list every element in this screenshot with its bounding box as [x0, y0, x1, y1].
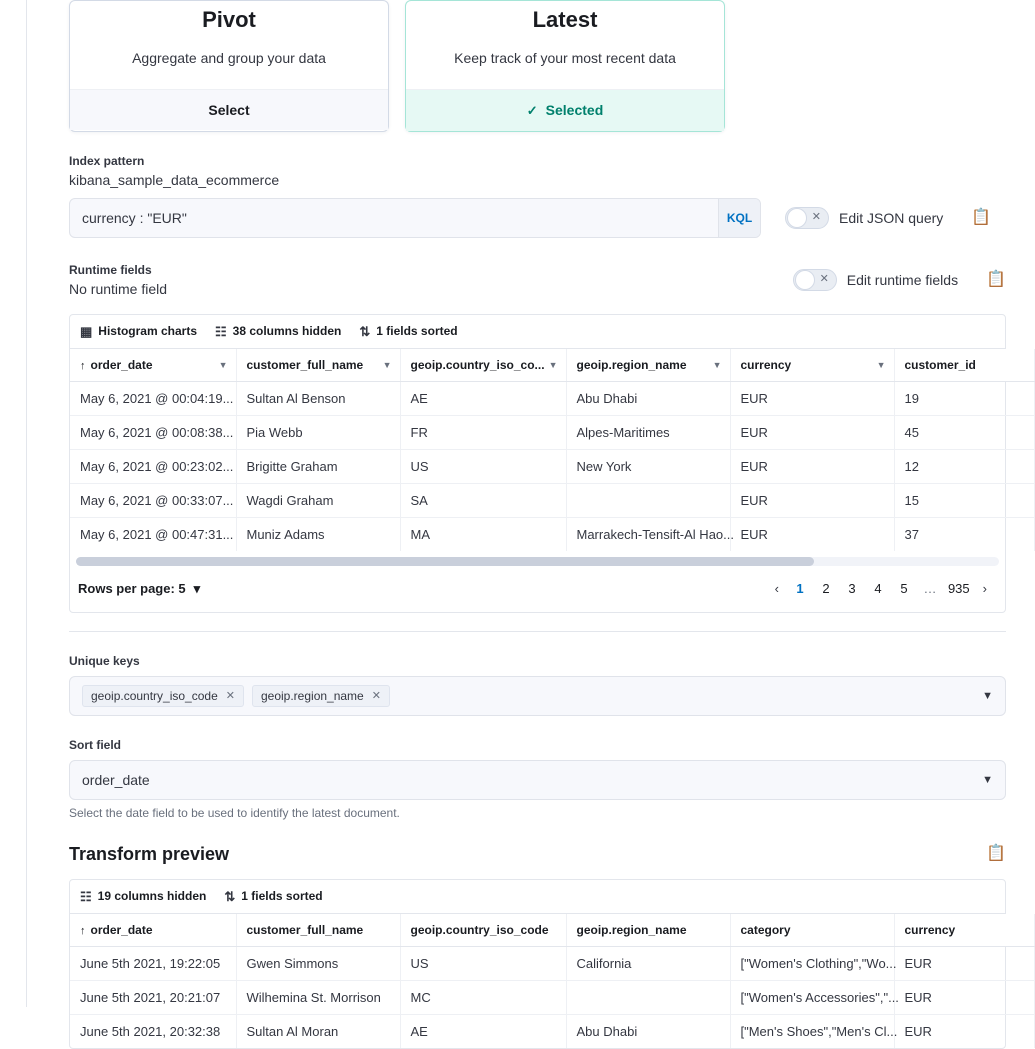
- edit-json-query-switch[interactable]: [785, 207, 829, 229]
- preview-col-geoip-country-iso-code-label: geoip.country_iso_code: [410, 922, 549, 937]
- sort-field-help-text: Select the date field to be used to identify the latest document.: [69, 805, 400, 820]
- card-latest-body: [406, 1, 724, 89]
- page-button-5[interactable]: 5: [900, 581, 908, 597]
- cell: EUR: [730, 483, 894, 517]
- index-pattern-value: kibana_sample_data_ecommerce: [69, 171, 280, 188]
- fields-sorted-button[interactable]: [359, 324, 457, 338]
- table-row: [70, 1014, 1034, 1048]
- table-row: [70, 483, 1034, 517]
- sort-field-select[interactable]: [69, 760, 1006, 800]
- transform-preview-header: [69, 844, 1006, 865]
- cell: MA: [400, 517, 566, 551]
- page-button-last[interactable]: 935: [947, 581, 970, 597]
- switch-knob: [787, 208, 807, 228]
- cell: Wilhemina St. Morrison: [236, 980, 400, 1014]
- table-row: [70, 517, 1034, 551]
- close-icon[interactable]: ✕: [225, 690, 235, 703]
- pagination: [767, 576, 995, 602]
- page-button-3[interactable]: 3: [848, 581, 856, 597]
- preview-col-geoip-region-name[interactable]: [566, 914, 730, 947]
- sort-asc-icon: ↑: [80, 359, 86, 372]
- cell: EUR: [894, 1014, 1034, 1048]
- transform-type-cards: [69, 0, 1006, 132]
- source-grid-footer: [70, 566, 1005, 612]
- rows-per-page-label: Rows per page: 5: [78, 581, 186, 597]
- table-row: [70, 449, 1034, 483]
- edit-runtime-fields-toggle-wrap: [793, 260, 1006, 300]
- cell: Brigitte Graham: [236, 449, 400, 483]
- preview-fields-sorted-button[interactable]: [224, 889, 322, 903]
- cell: 12: [894, 449, 1034, 483]
- preview-col-geoip-region-name-label: geoip.region_name: [576, 922, 687, 937]
- cell: Marrakech-Tensift-Al Hao...: [566, 517, 730, 551]
- cell: Gwen Simmons: [236, 946, 400, 980]
- cell: AE: [400, 381, 566, 415]
- preview-col-order-date-label: order_date: [90, 922, 153, 937]
- source-col-geoip-country-iso-code-label: geoip.country_iso_co...: [410, 357, 545, 372]
- card-pivot-description: Aggregate and group your data: [132, 50, 326, 66]
- chevron-down-icon: ▾: [193, 580, 201, 596]
- cell: EUR: [730, 415, 894, 449]
- preview-col-customer-full-name-label: customer_full_name: [246, 922, 364, 937]
- chevron-down-icon[interactable]: ▼: [982, 689, 993, 702]
- cell: Muniz Adams: [236, 517, 400, 551]
- cell: June 5th 2021, 20:21:07: [70, 980, 236, 1014]
- source-col-order-date[interactable]: [70, 349, 236, 382]
- cell: California: [566, 946, 730, 980]
- query-input-value: currency : "EUR": [82, 209, 187, 226]
- cell: SA: [400, 483, 566, 517]
- preview-columns-hidden-button[interactable]: [80, 889, 206, 903]
- unique-key-pill-region-name[interactable]: [252, 685, 390, 707]
- cell: May 6, 2021 @ 00:23:02...: [70, 449, 236, 483]
- transform-preview-grid: [69, 879, 1006, 1049]
- preview-col-currency[interactable]: [894, 914, 1034, 947]
- preview-grid-toolbar: [70, 880, 1005, 914]
- preview-col-order-date[interactable]: [70, 914, 236, 947]
- cell: Sultan Al Benson: [236, 381, 400, 415]
- rows-per-page-button[interactable]: [78, 581, 200, 597]
- preview-col-category[interactable]: [730, 914, 894, 947]
- columns-hidden-label: 38 columns hidden: [232, 324, 342, 339]
- source-col-customer-id[interactable]: [894, 349, 1034, 382]
- card-pivot-title: Pivot: [202, 7, 256, 32]
- card-pivot-body: [70, 1, 388, 89]
- unique-keys-label: Unique keys: [69, 653, 140, 668]
- chevron-down-icon[interactable]: ▼: [548, 359, 558, 370]
- source-col-geoip-region-name[interactable]: [566, 349, 730, 382]
- cell: May 6, 2021 @ 00:33:07...: [70, 483, 236, 517]
- source-col-geoip-country-iso-code[interactable]: [400, 349, 566, 382]
- cell: Alpes-Maritimes: [566, 415, 730, 449]
- histogram-charts-label: Histogram charts: [98, 324, 197, 339]
- query-row: [69, 198, 1006, 238]
- runtime-fields-left: [69, 263, 167, 297]
- cell: FR: [400, 415, 566, 449]
- runtime-fields-label: Runtime fields: [69, 262, 152, 277]
- sort-asc-icon: ↑: [80, 924, 86, 937]
- index-pattern-section: [69, 154, 1006, 188]
- sort-field-value: order_date: [82, 771, 150, 788]
- close-icon: ✕: [811, 211, 821, 224]
- preview-col-geoip-country-iso-code[interactable]: [400, 914, 566, 947]
- chevron-down-icon[interactable]: ▼: [218, 359, 228, 370]
- left-rail-divider: [26, 0, 27, 1007]
- source-col-currency-label: currency: [740, 357, 792, 372]
- pill-label: geoip.country_iso_code: [91, 688, 218, 703]
- cell: Abu Dhabi: [566, 381, 730, 415]
- preview-col-category-label: category: [740, 922, 791, 937]
- card-latest-action-label: Selected: [545, 101, 604, 118]
- runtime-fields-value: No runtime field: [69, 280, 168, 297]
- wizard-content: [69, 0, 1006, 1049]
- columns-icon: ☷: [215, 323, 227, 339]
- chevron-down-icon[interactable]: ▼: [712, 359, 722, 370]
- cell: 19: [894, 381, 1034, 415]
- chevron-down-icon[interactable]: ▼: [382, 359, 392, 370]
- check-icon: ✓: [526, 102, 538, 118]
- card-latest-description: Keep track of your most recent data: [454, 50, 676, 66]
- columns-icon: ☷: [80, 888, 92, 904]
- cell: Wagdi Graham: [236, 483, 400, 517]
- cell: EUR: [894, 946, 1034, 980]
- page-button-4[interactable]: 4: [874, 581, 882, 597]
- unique-key-pill-country-iso-code[interactable]: [82, 685, 244, 707]
- source-col-order-date-label: order_date: [90, 357, 153, 372]
- pill-label: geoip.region_name: [260, 688, 364, 703]
- unique-keys-combobox[interactable]: [69, 676, 1006, 716]
- next-page-button[interactable]: ›: [982, 581, 987, 597]
- card-pivot[interactable]: [69, 0, 389, 132]
- table-row: [70, 946, 1034, 980]
- card-pivot-select-button[interactable]: Select: [70, 89, 388, 130]
- fields-sorted-label: 1 fields sorted: [376, 324, 458, 339]
- edit-runtime-fields-label: Edit runtime fields: [846, 271, 959, 288]
- cell: ["Men's Shoes","Men's Cl...: [730, 1014, 894, 1048]
- close-icon[interactable]: ✕: [371, 690, 381, 703]
- sort-icon: ⇅: [359, 323, 371, 339]
- page-button-2[interactable]: 2: [822, 581, 830, 597]
- query-input[interactable]: [69, 198, 761, 238]
- columns-hidden-button[interactable]: [215, 324, 341, 338]
- horizontal-scrollbar[interactable]: [76, 557, 999, 566]
- unique-keys-section: [69, 654, 1006, 716]
- cell: Pia Webb: [236, 415, 400, 449]
- edit-json-query-label: Edit JSON query: [839, 209, 944, 226]
- preview-columns-hidden-label: 19 columns hidden: [97, 889, 207, 904]
- table-row: [70, 381, 1034, 415]
- cell: May 6, 2021 @ 00:04:19...: [70, 381, 236, 415]
- cell: EUR: [730, 381, 894, 415]
- table-row: [70, 980, 1034, 1014]
- table-row: [70, 415, 1034, 449]
- cell: May 6, 2021 @ 00:08:38...: [70, 415, 236, 449]
- card-latest[interactable]: [405, 0, 725, 132]
- sort-field-label: Sort field: [69, 737, 122, 752]
- source-col-customer-full-name-label: customer_full_name: [246, 357, 364, 372]
- card-latest-selected-button[interactable]: [406, 89, 724, 131]
- sort-icon: ⇅: [224, 888, 236, 904]
- preview-fields-sorted-label: 1 fields sorted: [241, 889, 323, 904]
- source-col-customer-full-name[interactable]: [236, 349, 400, 382]
- source-col-customer-id-label: customer_id: [904, 357, 976, 372]
- chevron-down-icon[interactable]: ▼: [876, 359, 886, 370]
- transform-preview-title: Transform preview: [69, 843, 230, 864]
- cell: June 5th 2021, 20:32:38: [70, 1014, 236, 1048]
- edit-runtime-fields-switch[interactable]: [793, 269, 837, 291]
- chevron-down-icon[interactable]: ▼: [982, 773, 993, 786]
- histogram-icon: ▦: [80, 323, 93, 339]
- previous-page-button[interactable]: ‹: [774, 581, 779, 597]
- cell: 15: [894, 483, 1034, 517]
- index-pattern-label: Index pattern: [69, 153, 145, 168]
- copy-icon[interactable]: 📋: [986, 270, 1006, 288]
- cell: US: [400, 449, 566, 483]
- cell: US: [400, 946, 566, 980]
- kql-language-badge[interactable]: KQL: [718, 199, 760, 237]
- preview-col-customer-full-name[interactable]: [236, 914, 400, 947]
- runtime-fields-section: [69, 260, 1006, 300]
- cell: May 6, 2021 @ 00:47:31...: [70, 517, 236, 551]
- cell: June 5th 2021, 19:22:05: [70, 946, 236, 980]
- source-col-currency[interactable]: [730, 349, 894, 382]
- cell: EUR: [730, 449, 894, 483]
- copy-icon[interactable]: 📋: [986, 845, 1006, 863]
- divider: [69, 631, 1006, 632]
- cell: AE: [400, 1014, 566, 1048]
- sort-field-section: [69, 738, 1006, 820]
- page-ellipsis: …: [923, 581, 937, 597]
- close-icon: ✕: [819, 273, 829, 286]
- source-grid-toolbar: [70, 315, 1005, 349]
- cell: 37: [894, 517, 1034, 551]
- source-data-grid: [69, 314, 1006, 613]
- cell: EUR: [730, 517, 894, 551]
- cell: New York: [566, 449, 730, 483]
- source-col-geoip-region-name-label: geoip.region_name: [576, 357, 687, 372]
- cell: [566, 980, 730, 1014]
- cell: MC: [400, 980, 566, 1014]
- cell: 45: [894, 415, 1034, 449]
- histogram-charts-button[interactable]: [80, 324, 197, 338]
- cell: [566, 483, 730, 517]
- scrollbar-thumb[interactable]: [76, 557, 814, 566]
- preview-col-currency-label: currency: [904, 922, 956, 937]
- cell: Abu Dhabi: [566, 1014, 730, 1048]
- cell: Sultan Al Moran: [236, 1014, 400, 1048]
- source-grid-table: [70, 349, 1035, 551]
- switch-knob: [795, 270, 815, 290]
- cell: EUR: [894, 980, 1034, 1014]
- preview-header-row: [70, 914, 1034, 947]
- copy-icon[interactable]: 📋: [971, 208, 992, 226]
- page-button-1[interactable]: 1: [796, 581, 804, 597]
- source-grid-header-row: [70, 349, 1034, 382]
- cell: ["Women's Clothing","Wo...: [730, 946, 894, 980]
- card-latest-title: Latest: [532, 7, 598, 32]
- preview-grid-table: [70, 914, 1035, 1048]
- cell: ["Women's Accessories","...: [730, 980, 894, 1014]
- edit-json-query-toggle-wrap: [785, 198, 991, 238]
